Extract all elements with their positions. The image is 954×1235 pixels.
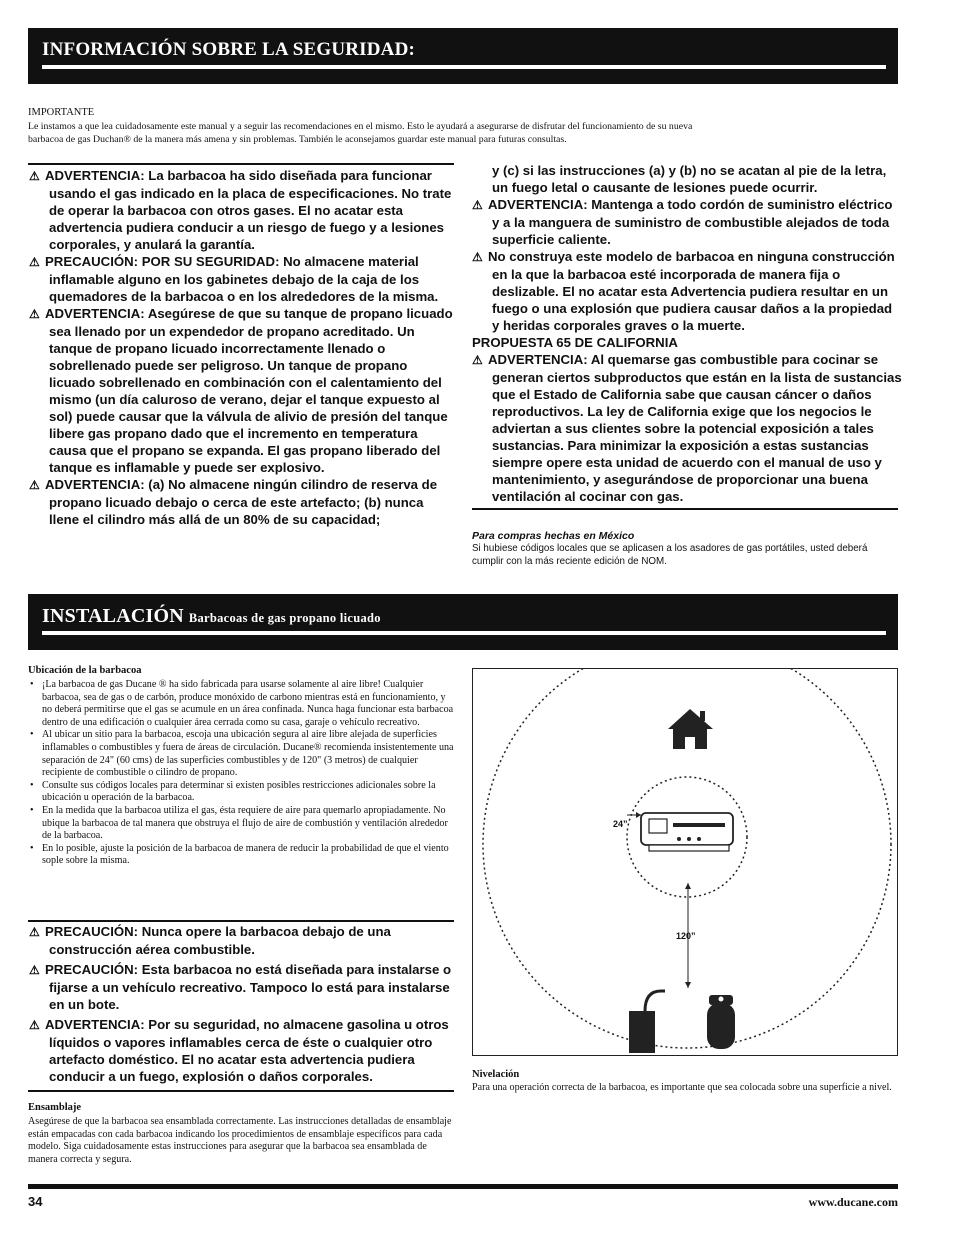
safety-title: INFORMACIÓN SOBRE LA SEGURIDAD: <box>42 39 416 60</box>
warning-rv-boat: ⚠ PRECAUCIÓN: Esta barbacoa no está diseñada para instalarse o fijarse a un vehículo recreativo. Tampoco lo está para instalarse en un bote. <box>29 962 452 1012</box>
safety-right-bottom-rule <box>472 508 898 510</box>
warning-overhead: ⚠ PRECAUCIÓN: Nunca opere la barbacoa debajo de una construcción aérea combustible. <box>29 924 391 957</box>
list-item: • Al ubicar un sitio para la barbacoa, escoja una ubicación segura al aire libre alejada de superficies inflamables o combustibles y fuera de áreas de circulación. Ducane® recomienda insistentemente una separación de 24" (60 cms) de las superficies combustibles y de 120" (3 metros) de cualquier recipiente de combustible o cilindro de propano. <box>28 729 456 779</box>
list-item: • En lo posible, ajuste la posición de la barbacoa de manera de reducir la probabilidad de que el viento sople sobre la misma. <box>28 843 456 868</box>
warning-flammable-storage: ⚠ PRECAUCIÓN: POR SU SEGURIDAD: No almacene material inflamable alguno en los gabinetes debajo de la caja de los quemadores de la barbacoa o en los alrededores de la misma. <box>29 254 439 304</box>
house-icon <box>668 709 713 749</box>
inner-clearance-label: 24” <box>613 819 628 829</box>
list-item: • ¡La barbacoa de gas Ducane ® ha sido fabricada para usarse solamente al aire libre! Cualquier barbacoa, sea de gas o de carbón, produce monóxido de carbono mientras está en funcionamiento, y no deberá permitirse que el gas se acumule en un área confinada. Nunca haga funcionar esta barbacoa dentro de una edificación o cualquier área cerrada como su casa, garaje o vehículo recreativo. <box>28 679 456 729</box>
footer-rule <box>28 1184 898 1189</box>
warning-icon: ⚠ <box>29 963 40 977</box>
ubicacion-heading: Ubicación de la barbacoa <box>28 665 142 676</box>
importante-text: Le instamos a que lea cuidadosamente este manual y a seguir las recomendaciones en el mismo. Esto le ayudará a asegurarse de disfrutar del funcionamiento de su nueva barbacoa de gas Duchan® de la manera más amena y sin problemas. También le aconsejamos guardar este manual para futuras consultas. <box>28 121 693 145</box>
warning-icon: ⚠ <box>29 307 40 321</box>
warning-icon: ⚠ <box>29 255 40 269</box>
install-warn-bottom-rule <box>28 1090 454 1092</box>
ubicacion-list <box>28 679 456 868</box>
nivelacion-text: Para una operación correcta de la barbacoa, es importante que sea colocada sobre una superficie a nivel. <box>472 1082 892 1093</box>
warning-gasoline: ⚠ ADVERTENCIA: Por su seguridad, no almacene gasolina u otros líquidos o vapores inflamables cerca de éste o cualquier otro artefacto doméstico. El no acatar esta advertencia pudiera conducir a un fuego, explosión o daños corporales. <box>29 1017 449 1084</box>
prop65-warning: ⚠ ADVERTENCIA: Al quemarse gas combustible para cocinar se generan ciertos subproductos que están en la lista de sustancias que el Estado de California sabe que causan cáncer o daños reproductivos. La ley de California exige que los negocios le adviertan a sus clientes sobre la potencial exposición a tales sustancias. Para minimizar la exposición a estas sustancias siempre opere esta unidad de acuerdo con el manual de uso y mantenimiento, y asegurándose de proporcionar una buena ventilación al cocinar con gas. <box>472 352 902 504</box>
warning-spare-cylinder: ⚠ ADVERTENCIA: (a) No almacene ningún cilindro de reserva de propano licuado debajo o cerca de este artefacto; (b) nunca llene el cilindro más allá de un 80% de su capacidad; <box>29 477 438 527</box>
install-subtitle: Barbacoas de gas propano licuado <box>188 611 381 625</box>
list-item: • Consulte sus códigos locales para determinar si existen posibles restricciones adicionales sobre la ubicación u operación de la barbacoa. <box>28 780 456 805</box>
safety-left-top-rule <box>28 163 454 165</box>
install-title: INSTALACIÓN <box>42 605 184 627</box>
warning-icon: ⚠ <box>472 353 483 367</box>
fuel-can-icon <box>629 991 665 1053</box>
install-title-wrap <box>42 605 381 628</box>
ensamblaje-heading: Ensamblaje <box>28 1102 82 1113</box>
page-number: 34 <box>28 1194 43 1209</box>
warning-icon: ⚠ <box>472 250 483 264</box>
prop65-heading: PROPUESTA 65 DE CALIFORNIA <box>472 335 678 350</box>
safety-banner-rule <box>42 65 886 69</box>
warning-propane-tank: ⚠ ADVERTENCIA: Asegúrese de que su tanque de propano licuado sea llenado por un expendedor de propano acreditado. Un tanque de propano licuado incorrectamente llenado o sobrellenado puede ser peligroso. Un tanque de propano licuado sobrellenado en combinación con el calentamiento del mismo (un día caluroso de verano, dejar el tanque expuesto al sol) puede causar que la válvula de alivio de presión del tanque libere gas propano dado que el incremento en temperatura causa que el propano se expanda. El gas propano liberado del tanque es inflamable y puede ser explosivo. <box>29 306 453 475</box>
website-link[interactable]: www.ducane.com <box>808 1195 898 1209</box>
clearance-diagram-svg <box>473 669 897 1055</box>
importante-heading: IMPORTANTE <box>28 107 95 118</box>
mexico-heading: Para compras hechas en México <box>472 530 635 542</box>
propane-tank-icon <box>707 995 735 1049</box>
install-banner <box>28 594 898 650</box>
warning-icon: ⚠ <box>29 1018 40 1032</box>
nivelacion-heading: Nivelación <box>472 1069 520 1080</box>
warning-continuation: y (c) si las instrucciones (a) y (b) no se acatan al pie de la letra, un fuego letal o causante de lesiones puede ocurrir. <box>492 163 887 195</box>
warning-icon: ⚠ <box>29 925 40 939</box>
grill-icon <box>641 813 733 851</box>
ensamblaje-text: Asegúrese de que la barbacoa sea ensamblada correctamente. Las instrucciones detalladas de ensamblaje están empacadas con cada barbacoa indicando los procedimientos de ensamblaje específicos para cada modelo. Siga cuidadosamente estas instrucciones para asegurar que la barbacoa sea ensamblada de manera correcta y segura. <box>28 1116 452 1165</box>
mexico-text: Si hubiese códigos locales que se aplicasen a los asadores de gas portátiles, usted deberá cumplir con la más reciente edición de NOM. <box>472 543 868 567</box>
warning-icon: ⚠ <box>29 478 40 492</box>
warning-icon: ⚠ <box>29 169 40 183</box>
install-warnings <box>29 923 455 1085</box>
warning-built-in: ⚠ No construya este modelo de barbacoa en ninguna construcción en la que la barbacoa esté incorporada de manera fija o deslizable. El no acatar esta Advertencia pudiera resultar en un fuego o una explosión que pudiera causar daños a la propiedad y heridas corporales graves o la muerte. <box>472 249 895 333</box>
list-item: • En la medida que la barbacoa utiliza el gas, ésta requiere de aire para quemarlo apropiadamente. No ubique la barbacoa de tal manera que obstruya el flujo de aire de combustión y ventilación alrededor de la barbacoa. <box>28 805 456 843</box>
warning-cords-hoses: ⚠ ADVERTENCIA: Mantenga a todo cordón de suministro eléctrico y a la manguera de suministro de combustible alejados de toda superficie caliente. <box>472 197 893 247</box>
safety-banner <box>28 28 898 84</box>
safety-left-warnings <box>29 167 455 528</box>
install-warn-top-rule <box>28 920 454 922</box>
safety-right-warnings <box>472 162 902 505</box>
outer-clearance-label: 120” <box>676 931 696 941</box>
clearance-diagram <box>472 668 898 1056</box>
warning-icon: ⚠ <box>472 198 483 212</box>
install-banner-rule <box>42 631 886 635</box>
warning-gas-type: ⚠ ADVERTENCIA: La barbacoa ha sido diseñada para funcionar usando el gas indicado en la placa de especificaciones. No trate de operar la barbacoa con otros gases. El no acatar esta advertencia pudiera conducir a un riesgo de fuego y a lesiones corporales, y anulará la garantía. <box>29 168 452 252</box>
